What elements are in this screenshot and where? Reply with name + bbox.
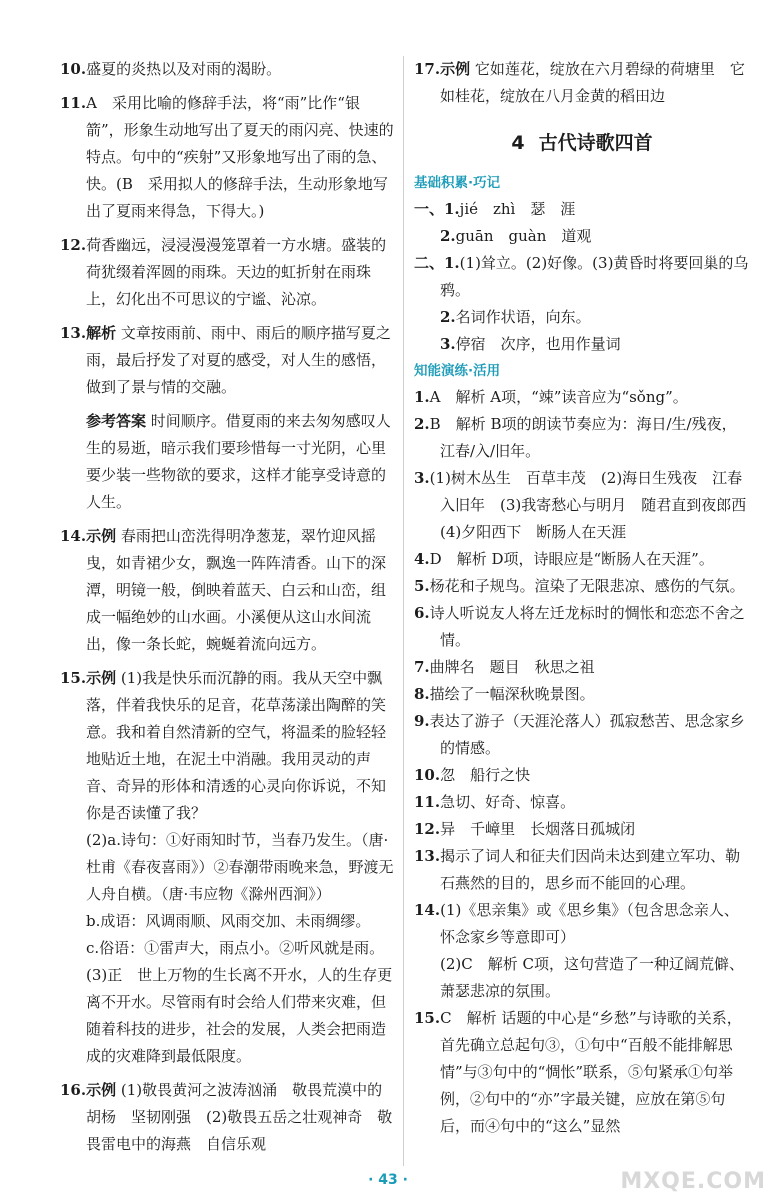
- answer-item: 11.急切、好奇、惊喜。: [414, 793, 576, 811]
- section-title: 4 古代诗歌四首: [511, 132, 653, 154]
- answer-item: 16.示例 (1)敬畏黄河之波涛汹涌 敬畏荒漠中的胡杨 坚韧刚强 (2)敬畏五岳之壮观神奇 敬畏雷电中的海燕 自信乐观: [60, 1081, 393, 1153]
- answer-item: c.俗语：①雷声大，雨点小。②听风就是雨。: [86, 939, 385, 957]
- answer-item: 3.(1)树木丛生 百草丰茂 (2)海日生残夜 江春入旧年 (3)我寄愁心与明月 随君直到夜郎西 (4)夕阳西下 断肠人在天涯: [414, 469, 762, 541]
- answer-item: 2.B 解析 B项的朗读节奏应为：海日/生/残夜，江春/入/旧年。: [414, 415, 737, 460]
- answer-item: (2)a.诗句：①好雨知时节，当春乃发生。（唐·杜甫《春夜喜雨》）②春潮带雨晚来急，野渡无人舟自横。（唐·韦应物《滁州西涧》）: [86, 831, 394, 903]
- subhead-practice: 知能演练·活用: [414, 363, 501, 379]
- answer-item: 6.诗人听说友人将左迁龙标时的惆怅和恋恋不舍之情。: [414, 604, 745, 649]
- answer-item: 10.忽 船行之快: [414, 766, 531, 784]
- answer-item: 7.曲牌名 题目 秋思之祖: [414, 658, 595, 676]
- answer-item: 5.杨花和子规鸟。渲染了无限悲凉、感伤的气氛。: [414, 577, 745, 595]
- answer-item: 2.名词作状语，向东。: [440, 308, 591, 326]
- answer-item: 9.表达了游子（天涯沦落人）孤寂愁苦、思念家乡的情感。: [414, 712, 745, 757]
- answer-item: 1.A 解析 A项，“竦”读音应为“sǒng”。: [414, 388, 688, 406]
- answer-item: 14.示例 春雨把山峦洗得明净葱茏，翠竹迎风摇曳，如青裙少女，飘逸一阵阵清香。山下的深潭，明镜一般，倒映着蓝天、白云和山峦，组成一幅绝妙的山水画。小溪便从这山水间流出，像一条长蛇，蜿蜒着流向远方。: [60, 527, 387, 653]
- answer-item: 一、1.jié zhì 瑟 涯: [414, 200, 576, 218]
- left-column: [60, 56, 394, 1158]
- answer-item: 二、1.(1)耸立。(2)好像。(3)黄昏时将要回巢的乌鸦。: [414, 254, 749, 299]
- answer-item: 2.guān guàn 道观: [440, 227, 592, 245]
- answer-item: (2)C 解析 C项，这句营造了一种辽阔荒僻、萧瑟悲凉的氛围。: [440, 955, 744, 1000]
- answer-item: 11.A 采用比喻的修辞手法，将“雨”比作“银箭”，形象生动地写出了夏天的雨闪亮、快速的特点。句中的“疾射”又形象地写出了雨的急、快。(B 采用拟人的修辞手法，生动形象地写出了夏雨来得急，下得大。): [60, 94, 394, 220]
- answer-item: 参考答案 时间顺序。借夏雨的来去匆匆感叹人生的易逝，暗示我们要珍惜每一寸光阴，心里要少装一些物欲的要求，这样才能享受诗意的人生。: [86, 412, 391, 511]
- right-column: [414, 56, 762, 1140]
- page-number: · 43 ·: [368, 1172, 408, 1188]
- answer-item: 13.揭示了词人和征夫们因尚未达到建立军功、勒石燕然的目的，思乡而不能回的心理。: [414, 847, 741, 892]
- answer-item: b.成语：风调雨顺、风雨交加、未雨绸缪。: [86, 912, 371, 930]
- answer-item: 12.异 千嶂里 长烟落日孤城闭: [414, 820, 636, 838]
- answer-item: 15.示例 (1)我是快乐而沉静的雨。我从天空中飘落，伴着我快乐的足音，花草荡漾出陶醉的笑意。我和着自然清新的空气，将温柔的脸轻轻地贴近土地，在泥土中消融。我用灵动的声音、奇异的形体和清透的心灵向你诉说，不知你是否读懂了我？: [60, 669, 387, 822]
- answer-item: 13.解析 文章按雨前、雨中、雨后的顺序描写夏之雨，最后抒发了对夏的感受，对人生的感悟，做到了景与情的交融。: [60, 324, 391, 396]
- answer-item: 15.C 解析 话题的中心是“乡愁”与诗歌的关系，首先确立总起句③，①句中“百般不能排解思情”与③句中的“惆怅”联系，⑤句紧承①句举例，②句中的“亦”字最关键，应放在第⑤句后，而④句中的“这么”显然: [414, 1009, 742, 1135]
- answer-item: 10.盛夏的炎热以及对雨的渴盼。: [60, 60, 282, 78]
- answer-item: 4.D 解析 D项，诗眼应是“断肠人在天涯”。: [414, 550, 714, 568]
- watermark-logo: MXQE.COM: [620, 1169, 766, 1194]
- column-divider: [403, 56, 404, 1166]
- answer-item: 17.示例 它如莲花，绽放在六月碧绿的荷塘里 它如桂花，绽放在八月金黄的稻田边: [414, 60, 745, 105]
- answer-item: 3.停宿 次序，也用作量词: [440, 335, 621, 353]
- answer-item: (3)正 世上万物的生长离不开水，人的生存更离不开水。尽管雨有时会给人们带来灾难，但随着科技的进步，社会的发展，人类会把雨造成的灾难降到最低限度。: [86, 966, 393, 1065]
- subhead-basics: 基础积累·巧记: [414, 175, 501, 191]
- answer-item: 12.荷香幽远，浸浸漫漫笼罩着一方水塘。盛装的荷犹缀着浑圆的雨珠。天边的虹折射在雨珠上，幻化出不可思议的宁谧、沁凉。: [60, 236, 387, 308]
- answer-item: 14.(1)《思亲集》或《思乡集》（包含思念亲人、怀念家乡等意即可）: [414, 901, 739, 946]
- answer-item: 8.描绘了一幅深秋晚景图。: [414, 685, 595, 703]
